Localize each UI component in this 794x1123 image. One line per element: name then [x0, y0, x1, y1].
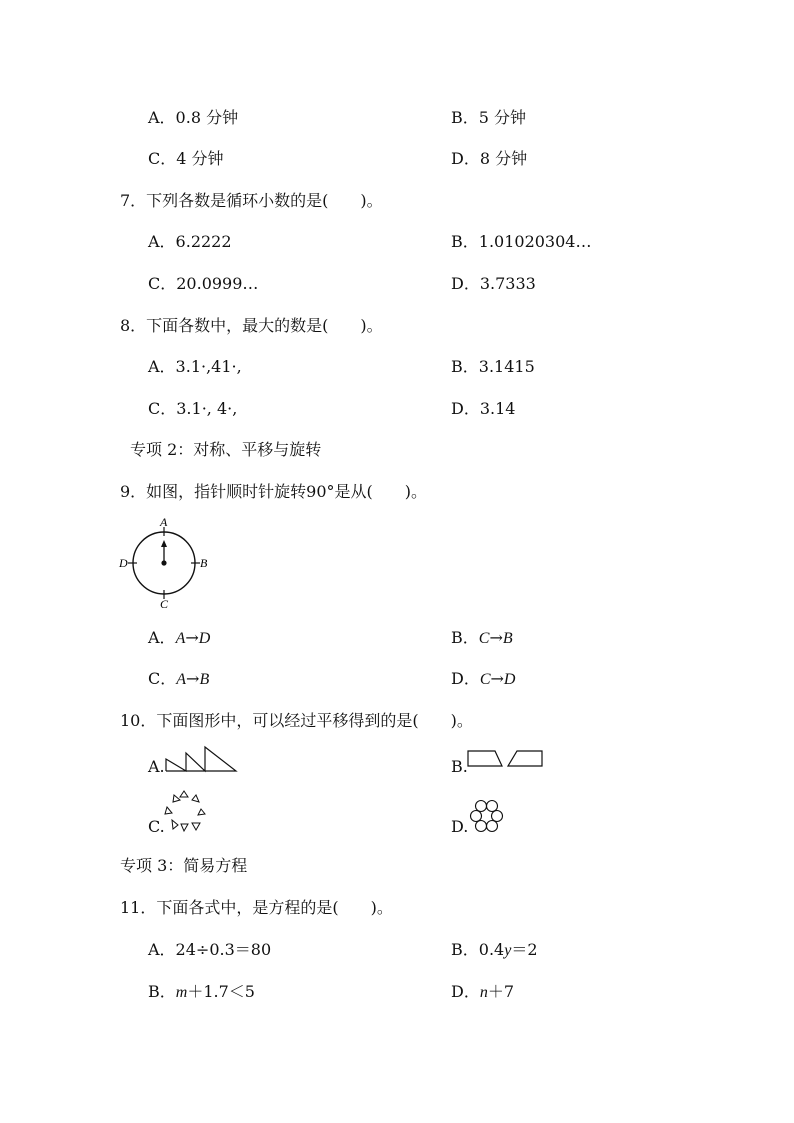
dial-label-b: B	[200, 556, 208, 570]
option-prefix: D．	[451, 669, 480, 688]
option-prefix: C．	[148, 669, 177, 688]
arrow-icon: →	[489, 628, 503, 647]
q6-option-a[interactable]: A．0.8 分钟	[148, 108, 239, 127]
dial-label-c: C	[160, 597, 169, 611]
q9-stem: 9．如图，指针顺时针旋转90°是从( )。	[120, 482, 428, 501]
q11-option-d[interactable]	[451, 982, 514, 1003]
from-point: C	[478, 630, 490, 647]
option-prefix: B．0.4	[451, 940, 505, 959]
q11-stem: 11．下面各式中，是方程的是( )。	[120, 898, 393, 917]
q7-option-a[interactable]: A．6.2222	[148, 232, 232, 251]
trapezoid-pair-icon	[467, 750, 547, 770]
to-point: D	[503, 671, 516, 688]
option-prefix: A．	[148, 628, 176, 647]
q8-option-c[interactable]: C．3.1·, 4·,	[148, 399, 238, 418]
from-point: C	[479, 671, 491, 688]
q11-option-a[interactable]: A．24÷0.3＝80	[148, 940, 272, 959]
q8-option-a[interactable]: A．3.1·,41·,	[148, 357, 242, 376]
variable: m	[175, 984, 188, 1001]
section-3-heading: 专项 3：简易方程	[120, 856, 248, 875]
q8-option-b[interactable]: B．3.1415	[451, 357, 535, 376]
triangle-ring-icon	[164, 790, 210, 832]
q7-option-b[interactable]: B．1.01020304…	[451, 232, 592, 251]
q9-option-b[interactable]	[451, 628, 513, 649]
q9-option-d[interactable]	[451, 669, 515, 690]
q10-option-a-label[interactable]: A.	[148, 757, 165, 776]
expression-rest: ＋7	[487, 982, 515, 1001]
dial-label-d: D	[119, 556, 128, 570]
variable: y	[504, 942, 512, 959]
q6-option-b[interactable]: B．5 分钟	[451, 108, 527, 127]
right-triangles-row-icon	[166, 747, 240, 773]
dial-label-a: A	[160, 515, 168, 529]
option-prefix: D．	[451, 982, 480, 1001]
to-point: D	[198, 630, 211, 647]
q9-option-c[interactable]	[148, 669, 209, 690]
q11-option-b[interactable]	[451, 940, 538, 961]
q6-option-c[interactable]: C．4 分钟	[148, 149, 224, 168]
variable: n	[479, 984, 488, 1001]
section-2-heading: 专项 2：对称、平移与旋转	[130, 440, 322, 459]
q7-stem: 7．下列各数是循环小数的是( )。	[120, 191, 383, 210]
arrow-icon: →	[490, 669, 504, 688]
q10-stem: 10．下面图形中，可以经过平移得到的是( )。	[120, 711, 473, 730]
q11-option-c[interactable]	[148, 982, 255, 1003]
arrow-icon: →	[185, 628, 199, 647]
q10-option-d-label[interactable]: D.	[451, 817, 469, 836]
to-point: B	[502, 630, 513, 647]
circle-ring-icon	[468, 798, 506, 834]
q10-option-c-label[interactable]: C.	[148, 817, 165, 836]
from-point: A	[176, 671, 187, 688]
q7-option-d[interactable]: D．3.7333	[451, 274, 536, 293]
from-point: A	[175, 630, 186, 647]
q8-stem: 8．下面各数中，最大的数是( )。	[120, 316, 383, 335]
q6-option-d[interactable]: D．8 分钟	[451, 149, 528, 168]
clock-dial-icon	[116, 514, 216, 614]
q9-option-a[interactable]	[148, 628, 210, 649]
q8-option-d[interactable]: D．3.14	[451, 399, 516, 418]
to-point: B	[199, 671, 210, 688]
option-prefix: B．	[451, 628, 479, 647]
option-prefix: B．	[148, 982, 176, 1001]
arrow-icon: →	[186, 669, 200, 688]
q7-option-c[interactable]: C．20.0999…	[148, 274, 259, 293]
expression-rest: ＝2	[511, 940, 538, 959]
q10-option-b-label[interactable]: B.	[451, 757, 468, 776]
expression-rest: ＋1.7＜5	[187, 982, 255, 1001]
